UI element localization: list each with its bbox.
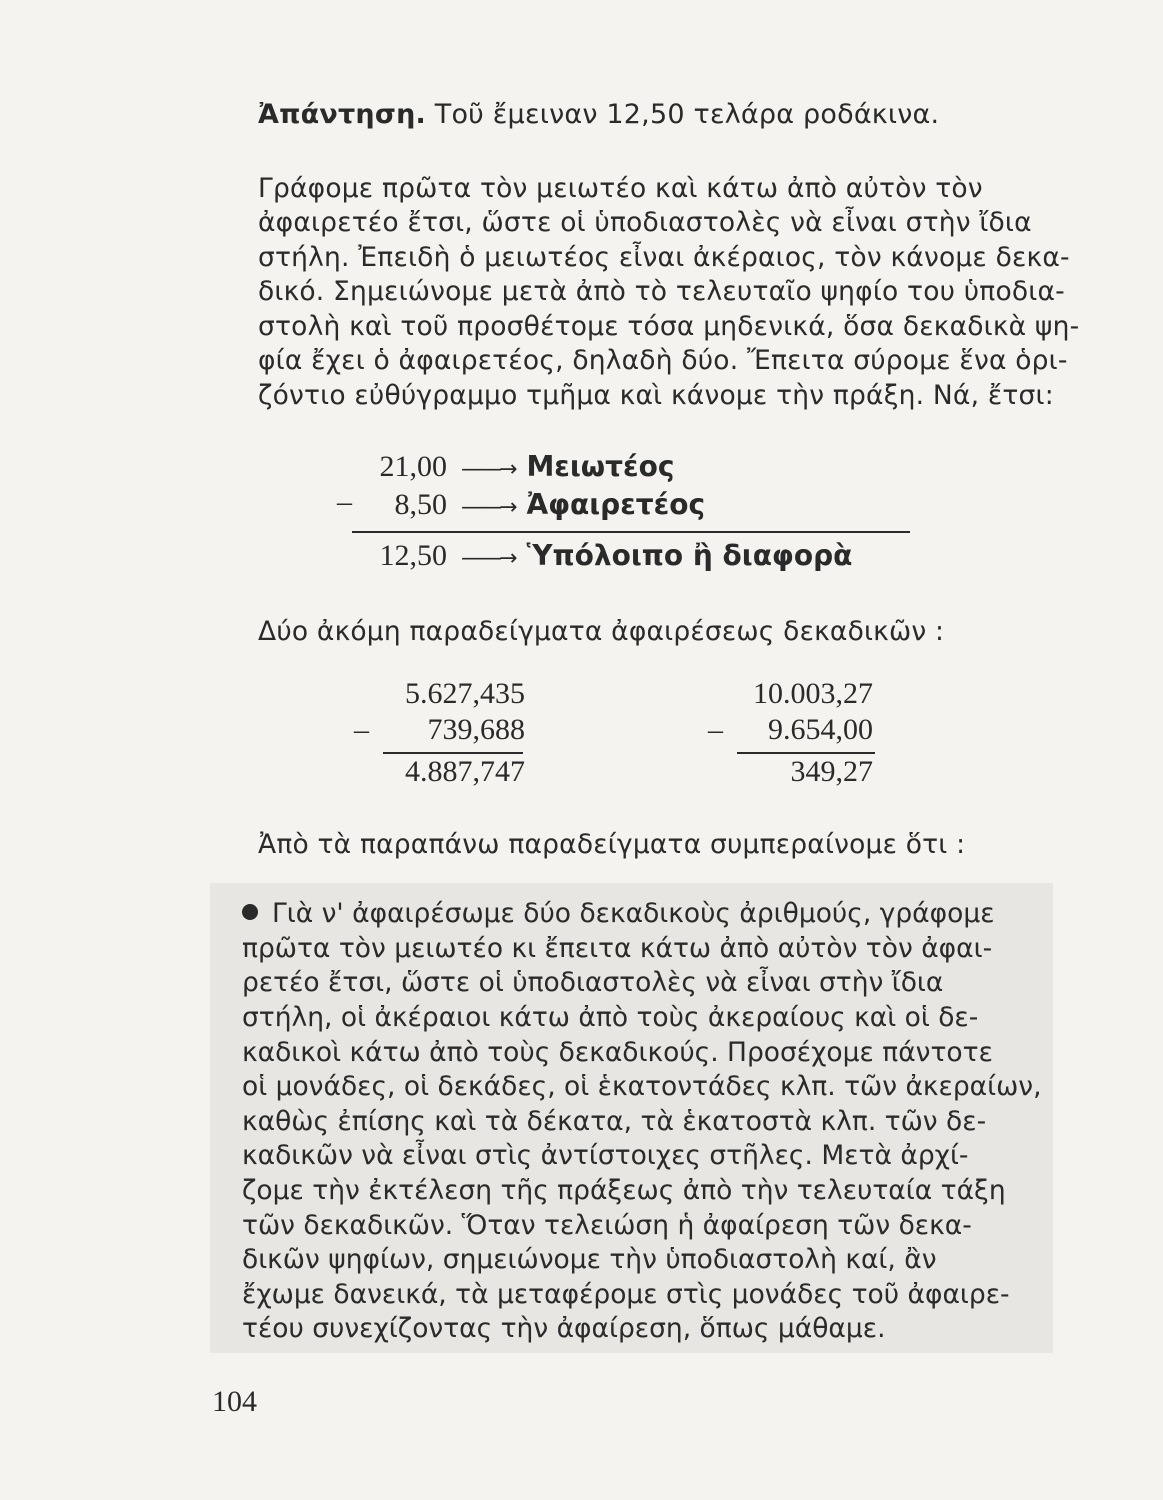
result-label: Ὑπόλοιπο ἢ διαφορὰ [526,539,853,572]
example-result: 4.887,747 [405,755,525,788]
minus-sign: – [354,713,369,746]
result-value: 12,50 [379,539,447,572]
rule-line [242,897,995,932]
answer-label: Ἀπάντηση. [258,99,426,130]
result-row [367,536,852,579]
intro-line: ζόντιο εὐθύγραμμο τμῆμα καὶ κάνομε τὴν πράξη. Νά, ἔτσι: [258,380,1054,411]
example-minuend: 10.003,27 [753,677,873,710]
bullet-icon [242,904,258,920]
rule-line: τῶν δεκαδικῶν. Ὅταν τελειώση ἡ ἀφαίρεση τῶν δεκα- [242,1210,972,1241]
minus-sign: – [337,485,352,518]
page-number: 104 [212,1385,257,1418]
subtrahend-row [367,485,705,528]
rule-line: πρῶτα τὸν μειωτέο κι ἔπειτα κάτω ἀπὸ αὐτὸν τὸν ἀφαι- [242,933,993,964]
arrow-icon: ——→ [461,457,515,482]
answer-line [258,98,939,132]
sum-rule [737,752,875,754]
rule-line-text: Γιὰ ν' ἀφαιρέσωμε δύο δεκαδικοὺς ἀριθμούς, γράφομε [272,898,995,929]
rule-box [210,883,1053,1353]
rule-line: ἔχωμε δανεικά, τὰ μεταφέρομε στὶς μονάδες τοῦ ἀφαιρε- [242,1279,1010,1310]
sum-rule [383,752,523,754]
rule-line: τέου συνεχίζοντας τὴν ἀφαίρεση, ὅπως μάθαμε. [242,1313,886,1344]
intro-line: στήλη. Ἐπειδὴ ὁ μειωτέος εἶναι ἀκέραιος, τὸν κάνομε δεκα- [258,242,1070,273]
rule-line: καδικοὶ κάτω ἀπὸ τοὺς δεκαδικούς. Προσέχομε πάντοτε [242,1037,993,1068]
rule-line: καθὼς ἐπίσης καὶ τὰ δέκατα, τὰ ἑκατοστὰ κλπ. τῶν δε- [242,1106,987,1137]
examples-heading: Δύο ἀκόμη παραδείγματα ἀφαιρέσεως δεκαδικῶν : [258,616,945,647]
sum-rule [352,531,910,533]
minus-sign: – [708,713,723,746]
minuend-row [367,447,674,490]
rule-line: δικῶν ψηφίων, σημειώνομε τὴν ὑποδιαστολὴ καί, ἂν [242,1244,937,1275]
minuend-label: Μειωτέος [526,450,675,483]
rule-line: ρετέο ἔτσι, ὥστε οἱ ὑποδιαστολὲς νὰ εἶναι στὴν ἴδια [242,967,944,998]
example-subtrahend: 739,688 [427,713,525,746]
intro-line: Γράφομε πρῶτα τὸν μειωτέο καὶ κάτω ἀπὸ αὐτὸν τὸν [258,173,983,204]
intro-line: φία ἔχει ὁ ἀφαιρετέος, δηλαδὴ δύο. Ἔπειτα σύρομε ἕνα ὁρι- [258,345,1068,376]
subtrahend-value: 8,50 [394,488,447,521]
arrow-icon: ——→ [461,495,515,520]
intro-line: ἀφαιρετέο ἔτσι, ὥστε οἱ ὑποδιαστολὲς νὰ εἶναι στὴν ἴδια [258,207,1032,238]
answer-text: Τοῦ ἔμειναν 12,50 τελάρα ροδάκινα. [434,99,940,130]
intro-line: στολὴ καὶ τοῦ προσθέτομε τόσα μηδενικά, ὅσα δεκαδικὰ ψη- [258,311,1080,342]
example-minuend: 5.627,435 [405,677,525,710]
conclusion-heading: Ἀπὸ τὰ παραπάνω παραδείγματα συμπεραίνομε ὅτι : [258,829,966,860]
rule-line: καδικῶν νὰ εἶναι στὶς ἀντίστοιχες στῆλες. Μετὰ ἀρχί- [242,1140,969,1171]
subtrahend-label: Ἀφαιρετέος [526,488,706,521]
example-result: 349,27 [790,755,873,788]
rule-line: ζομε τὴν ἐκτέλεση τῆς πράξεως ἀπὸ τὴν τελευταία τάξη [242,1175,1006,1206]
example-subtrahend: 9.654,00 [768,713,873,746]
intro-line: δικό. Σημειώνομε μετὰ ἀπὸ τὸ τελευταῖο ψηφίο του ὑποδια- [258,276,1065,307]
minuend-value: 21,00 [379,450,447,483]
rule-line: οἱ μονάδες, οἱ δεκάδες, οἱ ἑκατοντάδες κλπ. τῶν ἀκεραίων, [242,1071,1042,1102]
arrow-icon: ——→ [461,546,515,571]
rule-line: στήλη, οἱ ἀκέραιοι κάτω ἀπὸ τοὺς ἀκεραίους καὶ οἱ δε- [242,1002,979,1033]
